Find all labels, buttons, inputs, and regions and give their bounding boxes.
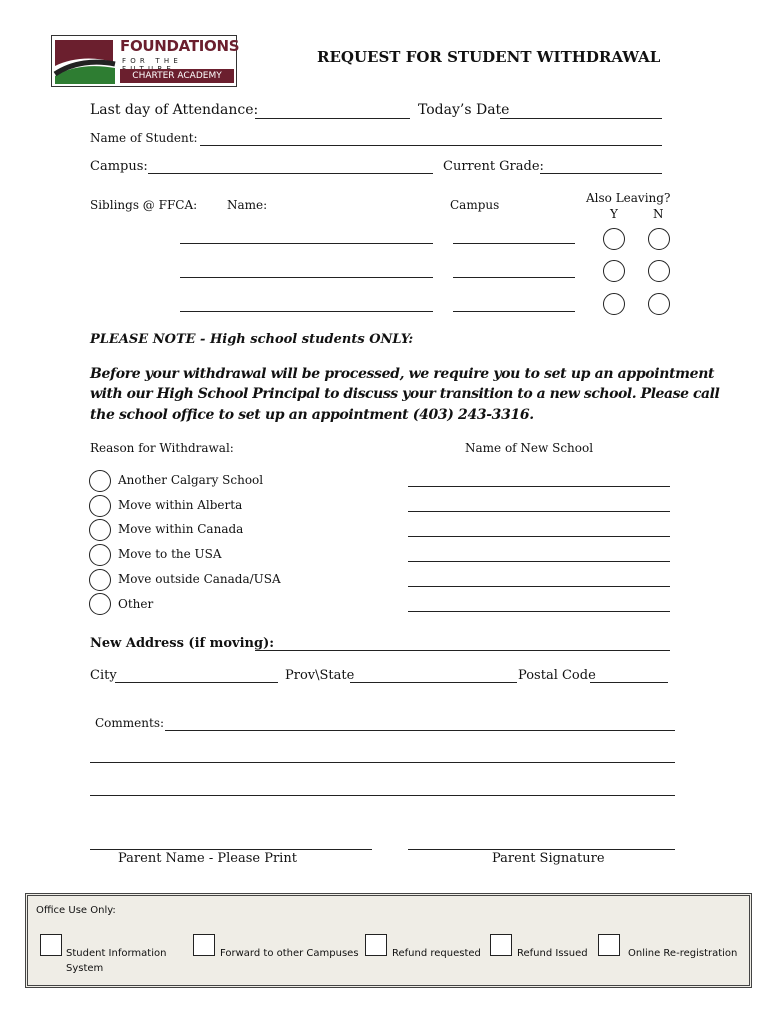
sibling-campus-field[interactable]: [453, 277, 575, 278]
reason-label-text: Move to the USA: [118, 547, 222, 561]
reason-radio[interactable]: [89, 544, 111, 566]
online-reregistration-checkbox[interactable]: [598, 934, 620, 956]
todays-date-label: Today’s Date: [418, 102, 510, 118]
prov-label: Prov\State: [285, 668, 355, 683]
new-school-field[interactable]: [408, 561, 670, 562]
leaving-no-radio[interactable]: [648, 260, 670, 282]
leaving-yes-radio[interactable]: [603, 228, 625, 250]
sibling-name-field[interactable]: [180, 277, 433, 278]
logo-line2: FOR THE: [122, 57, 182, 65]
refund-requested-label: Refund requested: [392, 948, 481, 959]
sibling-name-header: Name:: [227, 198, 268, 212]
reason-radio[interactable]: [89, 593, 111, 615]
sibling-name-field[interactable]: [180, 243, 433, 244]
new-school-field[interactable]: [408, 611, 670, 612]
online-reregistration-label: Online Re-registration: [628, 948, 738, 959]
parent-name-label: Parent Name - Please Print: [118, 851, 297, 866]
campus-field[interactable]: [148, 173, 433, 174]
last-day-field[interactable]: [255, 118, 410, 119]
refund-issued-label: Refund Issued: [517, 948, 588, 959]
city-label: City: [90, 668, 117, 683]
logo-swoosh-icon: [53, 36, 117, 86]
postal-field[interactable]: [590, 682, 668, 683]
parent-name-field[interactable]: [90, 849, 372, 850]
new-school-field[interactable]: [408, 536, 670, 537]
leaving-no-radio[interactable]: [648, 293, 670, 315]
note-line-2: with our High School Principal to discuss your transition to a new school. Please call: [90, 386, 720, 402]
leaving-no-radio[interactable]: [648, 228, 670, 250]
campus-label: Campus:: [90, 159, 148, 174]
new-school-field[interactable]: [408, 586, 670, 587]
sis-label: Student Information: [66, 948, 167, 959]
refund-requested-checkbox[interactable]: [365, 934, 387, 956]
sibling-campus-header: Campus: [450, 198, 500, 212]
current-grade-label: Current Grade:: [443, 159, 544, 174]
last-day-label: Last day of Attendance:: [90, 102, 259, 118]
current-grade-field[interactable]: [540, 173, 662, 174]
sibling-campus-field[interactable]: [453, 243, 575, 244]
reason-radio[interactable]: [89, 495, 111, 517]
new-school-header: Name of New School: [465, 441, 594, 455]
logo-line3: CHARTER ACADEMY: [120, 69, 234, 83]
reason-label: Reason for Withdrawal:: [90, 441, 234, 455]
reason-radio[interactable]: [89, 470, 111, 492]
yes-header: Y: [610, 207, 618, 221]
siblings-label: Siblings @ FFCA:: [90, 198, 198, 212]
note-heading: PLEASE NOTE - High school students ONLY:: [90, 332, 414, 347]
sis-label-2: System: [66, 963, 104, 974]
reason-radio[interactable]: [89, 519, 111, 541]
logo-line1: FOUNDATIONS: [120, 37, 240, 55]
sis-checkbox[interactable]: [40, 934, 62, 956]
city-field[interactable]: [115, 682, 278, 683]
sibling-name-field[interactable]: [180, 311, 433, 312]
office-use-panel: [25, 893, 752, 988]
leaving-yes-radio[interactable]: [603, 293, 625, 315]
sibling-campus-field[interactable]: [453, 311, 575, 312]
parent-signature-field[interactable]: [408, 849, 675, 850]
new-address-field[interactable]: [255, 650, 670, 651]
school-logo: [51, 35, 240, 87]
no-header: N: [653, 207, 664, 221]
reason-label-text: Another Calgary School: [118, 473, 264, 487]
student-name-field[interactable]: [200, 145, 662, 146]
forward-checkbox[interactable]: [193, 934, 215, 956]
leaving-yes-radio[interactable]: [603, 260, 625, 282]
comments-line[interactable]: [90, 762, 675, 763]
comments-field[interactable]: [165, 730, 675, 731]
new-school-field[interactable]: [408, 511, 670, 512]
parent-signature-label: Parent Signature: [492, 851, 605, 866]
comments-label: Comments:: [95, 716, 165, 730]
new-address-label: New Address (if moving):: [90, 636, 275, 651]
comments-line[interactable]: [90, 795, 675, 796]
todays-date-field[interactable]: [500, 118, 662, 119]
also-leaving-header: Also Leaving?: [586, 191, 671, 205]
reason-label-text: Move within Alberta: [118, 498, 243, 512]
office-use-label: Office Use Only:: [36, 905, 116, 916]
note-line-3: the school office to set up an appointment (403) 243-3316.: [90, 407, 534, 423]
new-school-field[interactable]: [408, 486, 670, 487]
student-name-label: Name of Student:: [90, 131, 198, 145]
forward-label: Forward to other Campuses: [220, 948, 359, 959]
reason-label-text: Move outside Canada/USA: [118, 572, 281, 586]
reason-label-text: Move within Canada: [118, 522, 244, 536]
refund-issued-checkbox[interactable]: [490, 934, 512, 956]
reason-radio[interactable]: [89, 569, 111, 591]
postal-label: Postal Code: [518, 668, 596, 683]
prov-field[interactable]: [350, 682, 517, 683]
note-line-1: Before your withdrawal will be processed, we require you to set up an appointment: [90, 366, 715, 382]
form-title: REQUEST FOR STUDENT WITHDRAWAL: [317, 48, 661, 66]
reason-label-text: Other: [118, 597, 154, 611]
